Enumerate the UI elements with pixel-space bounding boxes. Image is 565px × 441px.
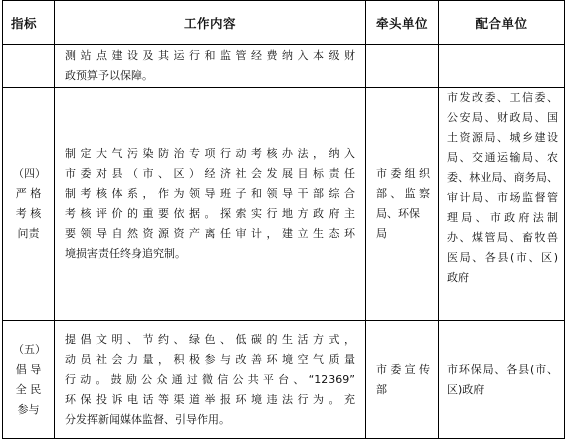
lead-unit-cell <box>366 45 439 88</box>
task-table <box>2 0 565 439</box>
indicator-line: 考 核 <box>15 207 42 220</box>
indicator-cell <box>3 321 55 439</box>
cooperating-units-cell <box>439 321 565 439</box>
text-line: 政预算予以保障。 <box>65 69 153 82</box>
indicator-line: 问责 <box>17 227 40 240</box>
document-page <box>2 0 564 441</box>
text-line: 行动。鼓励公众通过微信公共平台、“12369” <box>65 372 355 386</box>
lead-unit-cell <box>366 88 439 321</box>
cooperating-units-cell <box>439 88 565 321</box>
text-line: 部、监察 <box>376 187 430 200</box>
text-line: 要领导自然资源资产离任审计，建立生态环 <box>65 227 355 240</box>
indicator-line: 全 民 <box>15 382 42 396</box>
text-line: 政府 <box>447 271 469 284</box>
text-line: 市委对县（市、区）经济社会发展目标责任 <box>65 167 355 180</box>
text-line: 土资源局、城乡建设 <box>447 131 558 144</box>
text-line: 市环保局、各县(市、 <box>447 362 558 376</box>
table-row <box>3 45 565 88</box>
text-line: 审计局、市场监督管 <box>447 191 558 204</box>
indicator-line: 参与 <box>17 402 40 416</box>
lead-unit-cell <box>366 321 439 439</box>
header-indicator: 指标 <box>3 1 55 45</box>
indicator-line: （五） <box>13 342 46 356</box>
table-header-row <box>3 1 565 45</box>
indicator-line: （四） <box>13 167 46 180</box>
text-line: 区)政府 <box>447 382 485 396</box>
text-line: 提倡文明、节约、绿色、低碳的生活方式， <box>65 332 355 346</box>
text-line: 委、林业局、商务局、 <box>447 171 558 184</box>
indicator-cell <box>3 88 55 321</box>
header-lead-unit: 牵头单位 <box>366 1 439 45</box>
text-line: 部 <box>376 382 387 396</box>
table-row <box>3 88 565 321</box>
text-line: 医局、各县(市、区) <box>447 251 558 264</box>
text-line: 公安局、财政局、国 <box>447 111 558 124</box>
text-line: 市委组织 <box>376 167 430 180</box>
text-line: 市发改委、工信委、 <box>447 91 558 104</box>
text-line: 分发挥新闻媒体监督、引导作用。 <box>65 412 230 426</box>
work-content-cell <box>55 45 366 88</box>
text-line: 环保投诉电话等渠道举报环境违法行为。充 <box>65 392 355 406</box>
text-line: 境损害责任终身追究制。 <box>65 247 186 260</box>
text-line: 办、煤管局、畜牧兽 <box>447 231 558 244</box>
text-line: 制考核体系，作为领导班子和领导干部综合 <box>65 187 355 200</box>
indicator-line: 严 格 <box>15 187 42 200</box>
cooperating-units-cell <box>439 45 565 88</box>
table-row <box>3 321 565 439</box>
work-content-cell <box>55 321 366 439</box>
indicator-cell <box>3 45 55 88</box>
text-line: 局、交通运输局、农 <box>447 151 558 164</box>
header-cooperating-units: 配合单位 <box>439 1 565 45</box>
indicator-line: 倡 导 <box>15 362 42 376</box>
text-line: 市委宣传 <box>376 362 430 376</box>
text-line: 考核评价的重要依据。探索实行地方政府主 <box>65 207 355 220</box>
header-work-content: 工作内容 <box>55 1 366 45</box>
text-line: 制定大气污染防治专项行动考核办法，纳入 <box>65 147 355 160</box>
work-content-cell <box>55 88 366 321</box>
text-line: 局、环保局 <box>376 207 420 240</box>
text-line: 测站点建设及其运行和监管经费纳入本级财 <box>65 49 355 62</box>
text-line: 动员社会力量，积极参与改善环境空气质量 <box>65 352 355 366</box>
text-line: 理局、市政府法制 <box>447 211 558 224</box>
